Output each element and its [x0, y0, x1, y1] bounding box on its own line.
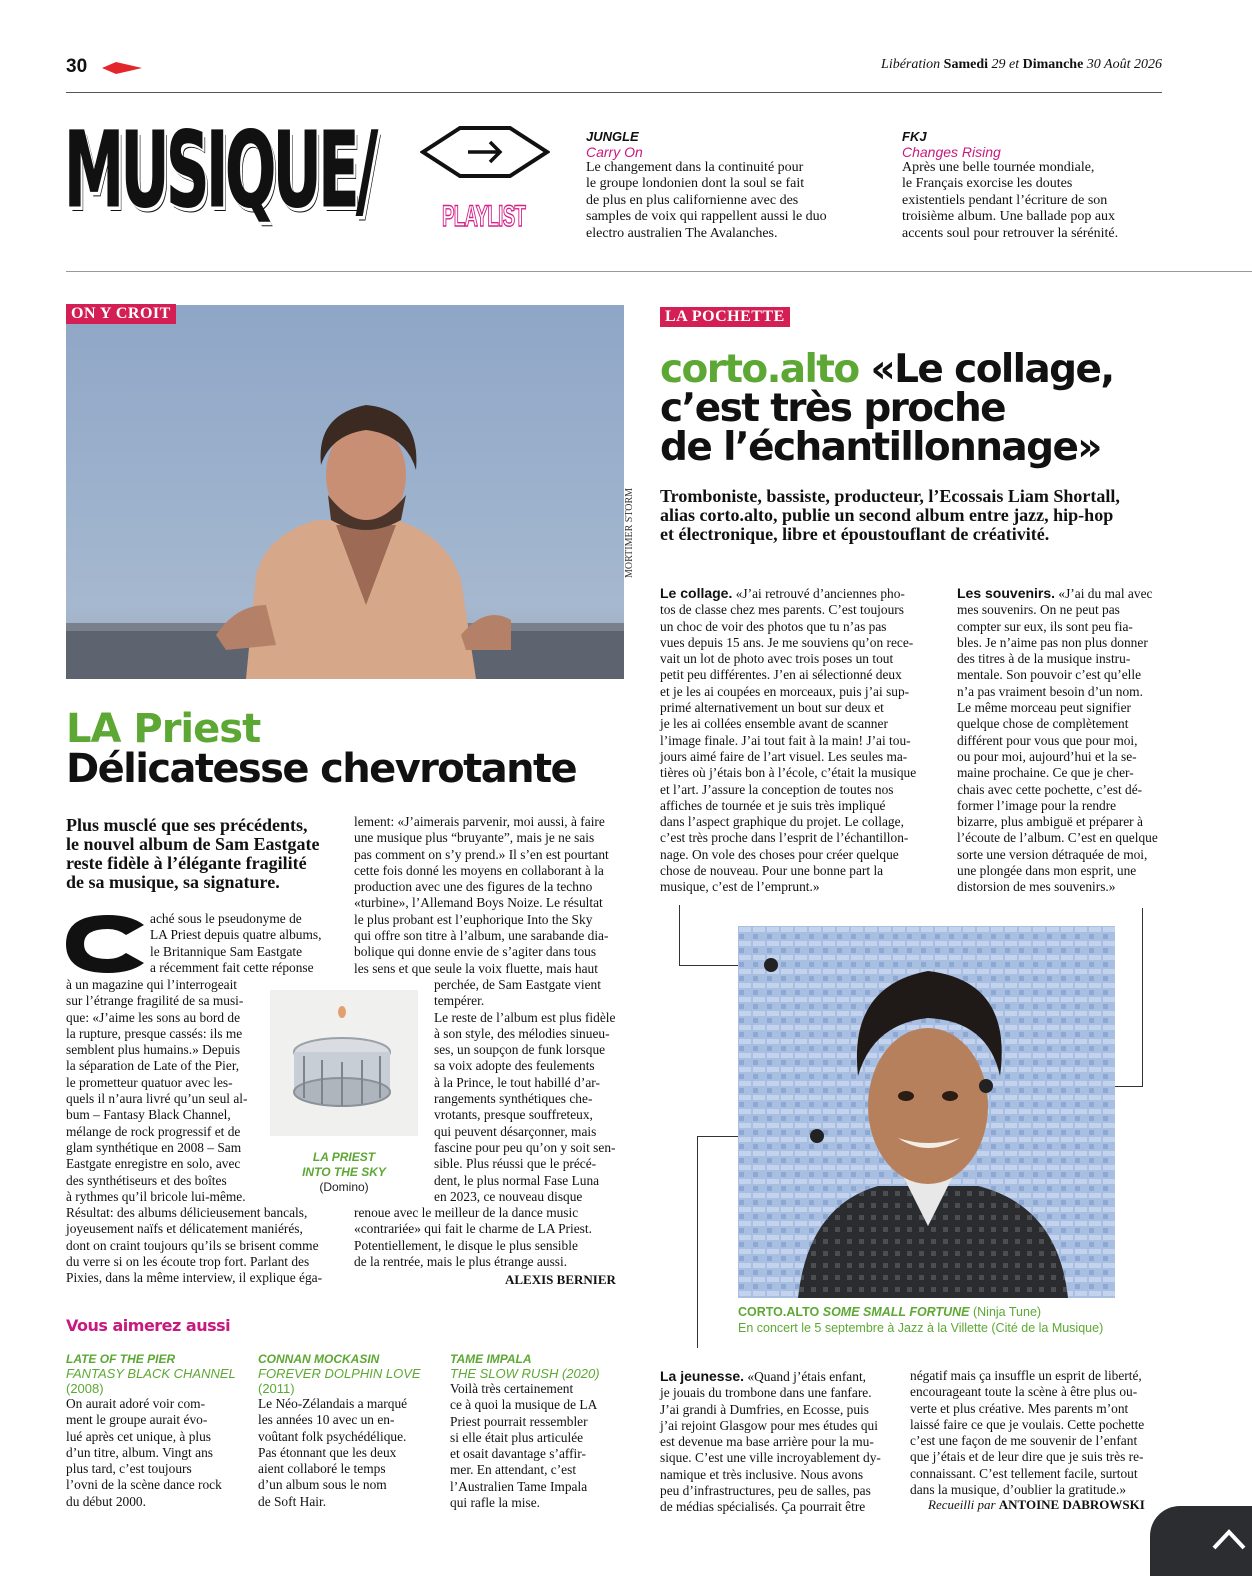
playlist-text: Après une belle tournée mondiale, le Français exorcise les doutes existentiels pendant l’écriture de son troisième album. Une ballade pop aux accents soul pour retrouver la sérénité.: [902, 160, 1119, 241]
album-artist: LA PRIEST: [312, 1150, 376, 1164]
recommendation: TAME IMPALA THE SLOW RUSH (2020) Voilà très certainement ce à quoi la musique de LA Priest pourrait ressembler si elle était plus articulée et osait davantage s’affir- mer. En attendant, c’est l’Australien Tame Impala qui rafle la mise.: [450, 1352, 600, 1511]
article-body: lement: «J’aimerais parvenir, moi aussi, à faire une musique plus “bruyante”, mais je ne sais pas comment on s’y prend.» Il s’en est pourtant cette fois donné les moyens en collaborant à la production avec une des figures de la techno «turbine», l’Allemand Boys Noize. Le résultat le plus probant est l’euphorique Into the Sky qui offre son titre à l’album, une sarabande dia- bolique qui donne envie de s’agiter dans tous les sens et que seule la voix fluette, mais haut: [354, 814, 609, 976]
scroll-to-top-button[interactable]: [1150, 1506, 1252, 1576]
article-body: Le collage. «J’ai retrouvé d’anciennes pho- tos de classe chez mes parents. C’est toujours un choc de voir des photos que tu n’as pas vues depuis 15 ans. Je me souviens qu’on rece- vait un lot de photo avec trois poses un tout petit peu différentes. J’en ai sélectionné deux et je les ai coupées en morceaux, puis j’ai sup- primé alternativement un bout sur deux et je les ai collées ensemble avant de scanner l’image finale. J’ai tout fait à la main! J’ai tou- jours aimé faire de l’art visuel. Les seules ma- tières où j’étais bon à l’école, c’était la musique et l’art. J’assure la conception de toutes nos affiches de tournée et je suis très impliqué dans l’aspect graphique du projet. Le collage, c’est très proche dans l’esprit de l’échantillon- nage. On vole des choses pour créer quelque chose de nouveau. Pour une bonne part la musique, c’est de l’emprunt.»: [660, 585, 917, 895]
connector-line: [679, 905, 680, 965]
byline: Recueilli par ANTOINE DABROWSKI: [928, 1497, 1145, 1512]
playlist-artist: JUNGLE: [586, 129, 639, 144]
annotation-dot: [979, 1079, 993, 1093]
header-date: Libération Samedi 29 et Dimanche 30 Août 2026: [881, 57, 1162, 72]
arrow-right-icon: [420, 124, 550, 180]
article-body: La jeunesse. «Quand j’étais enfant, je jouais du trombone dans une fanfare. J’ai grandi à Dumfries, en Ecosse, puis j’ai rejoint Glasgow pour mes études qui est devenue ma base arrière pour la mu- sique. C’est une ville incroyablement dy- namique et très inclusive. Nous avons peu d’infrastructures, peu de salles, pas de médias spécialisés. Ça pourrait être: [660, 1368, 881, 1515]
playlist-artist: FKJ: [902, 129, 927, 144]
article-headline: corto.alto «Le collage, c’est très proche de l’échantillonnage»: [660, 347, 1114, 470]
playlist-text: Le changement dans la continuité pour le groupe londonien dont la soul se fait de plus en plus californienne avec des samples de voix qui rappellent aussi le duo electro australien The Avalanches.: [586, 160, 827, 241]
header-rule: [66, 92, 1162, 93]
article-artist-name: LA Priest: [66, 706, 261, 752]
photo-credit: MORTIMER STORM: [624, 487, 635, 578]
article-body: à un magazine qui l’interrogeait sur l’étrange fragilité de sa musi- que: «J’aime les sons au bord de la rupture, presque cassés: ils me semblent plus humains.» Depuis la séparation de Late of the Pier, le prometteur quatuor avec les- quels il n’aura livré qu’un seul al- bum – Fantasy Black Channel, mélange de rock progressif et de glam synthétique en 2008 – Sam Eastgate enregistre en solo, avec des synthétiseurs et des boîtes à rythmes qu’il bricole lui-même.: [66, 977, 248, 1204]
article-lede: Tromboniste, bassiste, producteur, l’Ecossais Liam Shortall, alias corto.alto, publie un second album entre jazz, hip-hop et électronique, libre et époustouflant de créativité.: [660, 486, 1120, 544]
tag-la-pochette: LA POCHETTE: [660, 307, 790, 327]
chevron-up-icon: [1210, 1524, 1248, 1552]
recommendations-title: Vous aimerez aussi: [66, 1316, 231, 1335]
playlist-title: Carry On: [586, 144, 643, 160]
tag-on-y-croit: ON Y CROIT: [66, 304, 176, 324]
liberation-logo-icon: [102, 60, 144, 76]
album-cover-collage: [738, 926, 1115, 1298]
drop-cap: [66, 915, 148, 973]
playlist-label: PLAYLIST: [442, 200, 526, 233]
section-rule: [66, 271, 1252, 272]
artist-photo: [66, 305, 624, 679]
connector-line: [697, 1136, 698, 1348]
article-lede: Plus musclé que ses précédents, le nouvel album de Sam Eastgate reste fidèle à l’élégante fragilité de sa musique, sa signature.: [66, 815, 320, 892]
album-cover: [270, 990, 418, 1136]
playlist-title: Changes Rising: [902, 144, 1001, 160]
article-artist-name: corto.alto: [660, 347, 859, 392]
article-body: aché sous le pseudonyme de LA Priest depuis quatre albums, le Britannique Sam Eastgate a récemment fait cette réponse: [150, 911, 322, 975]
album-caption: [270, 1150, 418, 1195]
album-label: (Domino): [319, 1180, 369, 1194]
collage-caption: CORTO.ALTO SOME SMALL FORTUNE (Ninja Tune) En concert le 5 septembre à Jazz à la Villette (Cité de la Musique): [738, 1305, 1104, 1335]
recommendation: LATE OF THE PIER FANTASY BLACK CHANNEL (2008) On aurait adoré voir com- ment le groupe aurait évo- lué après cet unique, à plus d’un titre, album. Vingt ans plus tard, c’est toujours l’ovni de la scène dance rock du début 2000.: [66, 1352, 236, 1509]
connector-line: [1142, 908, 1143, 1086]
article-body: Résultat: des albums délicieusement bancals, joyeusement naïfs et délicatement maniérés, dont on craint toujours qu’ils se brisent comme du verre si on les écoute trop fort. Parlant des Pixies, dans la même interview, il explique éga-: [66, 1205, 323, 1286]
section-title: MUSIQUE/: [64, 109, 375, 231]
byline: ALEXIS BERNIER: [505, 1272, 616, 1287]
article-body: renoue avec le meilleur de la dance music «contrariée» qui fait le charme de LA Priest. Potentiellement, le disque le plus sensible de la rentrée, mais le plus étrange aussi.: [354, 1205, 592, 1269]
page-number: 30: [66, 56, 88, 77]
article-body: perchée, de Sam Eastgate vient tempérer. Le reste de l’album est plus fidèle à son style, des mélodies sinueu- ses, un soupçon de funk lorsque sa voix adopte des feulements à la Prince, le tout habillé d’ar- rangements synthétiques che- vrotants, presque souffreteux, qui peuvent désarçonner, mais fascine pour peu qu’on y soit sen- sible. Plus réussi que le précé- dent, le plus normal Fase Luna en 2023, ce nouveau disque: [434, 977, 616, 1204]
article-body: négatif mais ça insuffle un esprit de liberté, encourageant toute la scène à être plus ou- verte et plus créative. Mes parents m’ont laissé faire ce que je voulais. Cette pochette c’est une façon de me souvenir de l’enfant que j’étais et de leur dire que je suis très re- connaissant. C’est tellement facile, surtout dans la musique, d’oublier la gratitude.»: [910, 1368, 1145, 1498]
playlist-item: [586, 129, 866, 242]
article-headline: Délicatesse chevrotante: [66, 746, 577, 792]
playlist-item: [902, 129, 1172, 242]
annotation-dot: [764, 958, 778, 972]
article-body: Les souvenirs. «J’ai du mal avec mes souvenirs. On ne peut pas compter sur eux, ils sont peu fia- bles. Je n’aime pas non plus donner des titres à de la musique instru- mentale. Son pouvoir c’est qu’elle n’a pas vraiment besoin d’un nom. Le même morceau peut signifier quelque chose de complètement différent pour vous que pour moi, ou pour moi, aujourd’hui et la se- maine prochaine. Ce que je cher- chais avec cette pochette, c’est dé- former l’image pour la rendre bizarre, plus ambiguë et préparer à l’écoute de l’album. C’est en quelque sorte une version détraquée de moi, une plongée dans mon esprit, une distorsion de mes souvenirs.»: [957, 585, 1158, 895]
annotation-dot: [810, 1129, 824, 1143]
recommendation: CONNAN MOCKASIN FOREVER DOLPHIN LOVE (2011) Le Néo-Zélandais a marqué les années 10 avec un en- voûtant folk psychédélique. Pas étonnant que les deux aient collaboré le temps d’un album sous le nom de Soft Hair.: [258, 1352, 421, 1509]
album-title: INTO THE SKY: [302, 1165, 386, 1179]
